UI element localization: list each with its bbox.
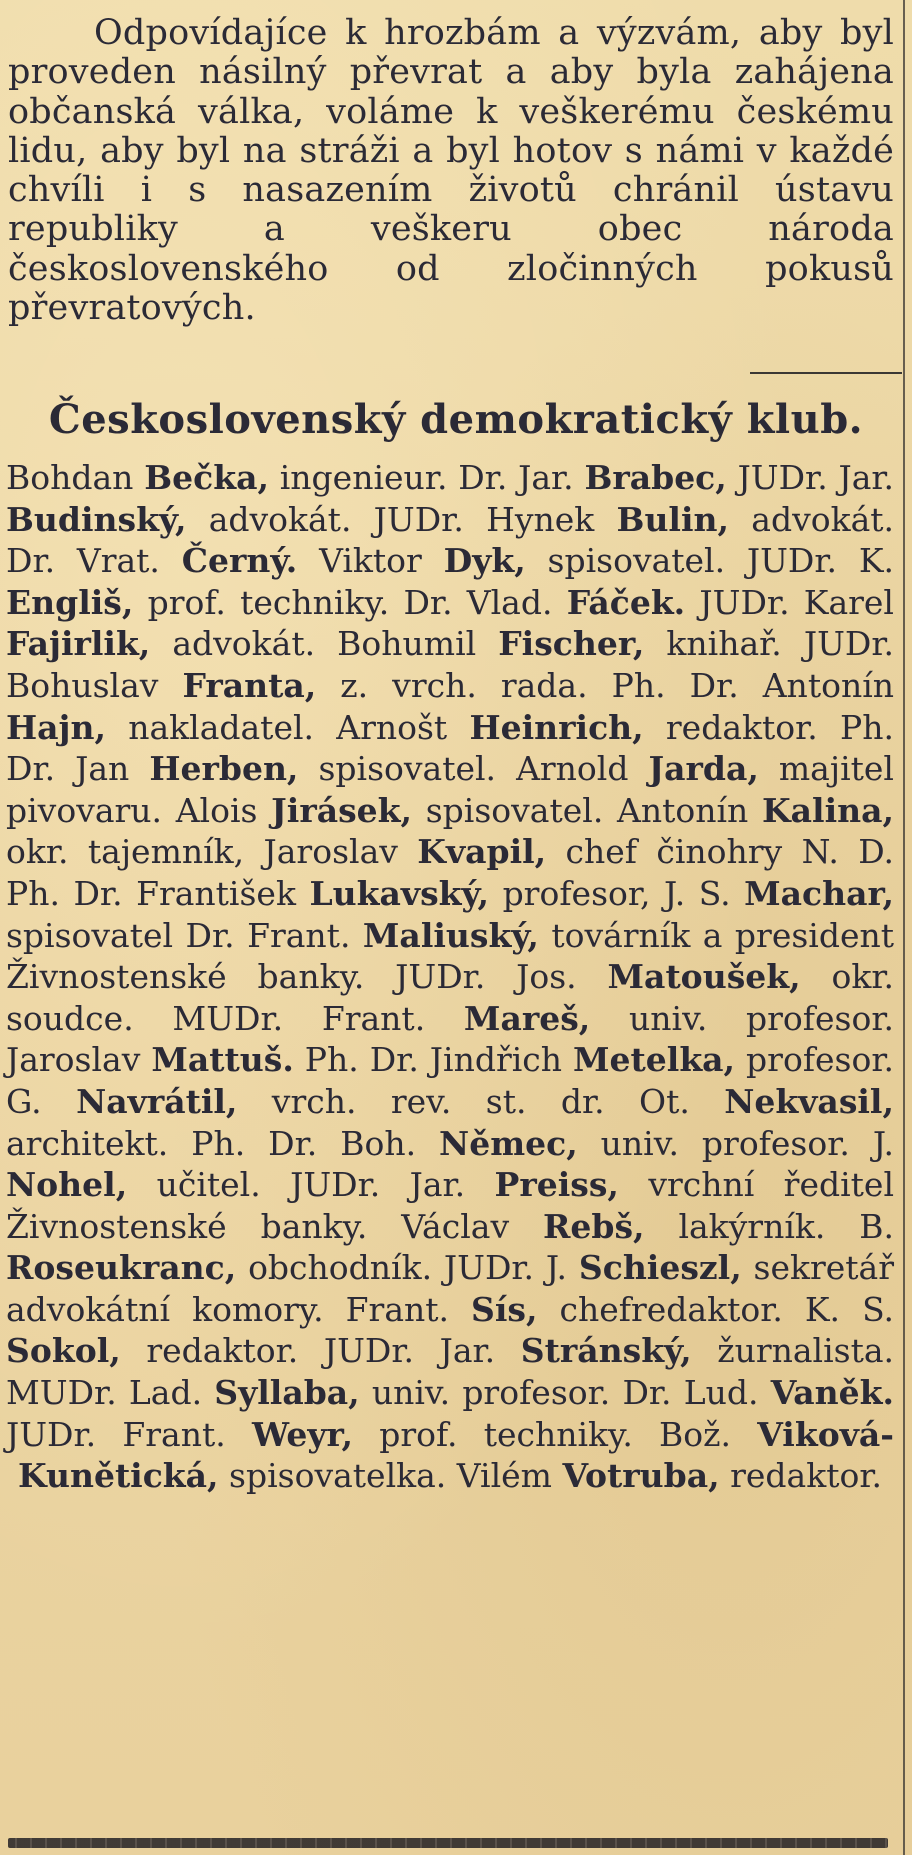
- signatory-description: ingenieur. Dr. Jar.: [279, 458, 574, 497]
- signatory-name: Dyk,: [443, 541, 526, 581]
- signatory-name: Fajirlik,: [6, 624, 151, 664]
- signatory-description: JUDr. Jar.: [737, 458, 895, 497]
- bottom-divider: [8, 1838, 888, 1848]
- signatory-name: Preiss,: [494, 1165, 619, 1205]
- signatory-prefix: Bohdan: [6, 458, 134, 497]
- signatory-description: učitel. JUDr. Jar.: [156, 1165, 466, 1205]
- signatory-name: Machar,: [744, 873, 894, 913]
- club-heading: Československý demokratický klub.: [48, 396, 864, 443]
- signatory-description: JUDr. Karel: [699, 582, 894, 622]
- signatory-description: spisovatelka. Vilém: [229, 1456, 552, 1496]
- signatory-name: Bečka,: [144, 458, 269, 497]
- signatory-name: Jarda,: [648, 749, 759, 789]
- signatory-description: redaktor. Ph. Dr. Jan: [6, 707, 894, 789]
- signatory-description: Ph. Dr. Jindřich: [304, 1040, 563, 1080]
- signatory-description: advokát. Bohumil: [172, 624, 477, 664]
- signatory-name: Schieszl,: [578, 1248, 742, 1288]
- signatory-description: továrník a president Živnostenské banky. JUDr. Jos.: [6, 915, 895, 997]
- signatory-description: univ. profesor. Jaroslav: [6, 998, 894, 1080]
- signatory-description: sekretář advokátní komory. Frant.: [6, 1248, 895, 1329]
- signatory-name: Sís,: [471, 1289, 538, 1329]
- signatory-name: Mattuš.: [151, 1040, 294, 1080]
- signatory-name: Kalina,: [761, 790, 894, 830]
- signatory-description: prof. techniky. Bož.: [379, 1414, 732, 1454]
- signatory-description: majitel pivovaru. Alois: [6, 749, 894, 830]
- signatory-description: spisovatel. JUDr. K.: [547, 541, 894, 581]
- signatory-description: prof. techniky. Dr. Vlad.: [147, 582, 553, 622]
- signatory-description: advokát. Dr. Vrat.: [6, 499, 894, 581]
- signatory-description: chefredaktor. K. S.: [559, 1289, 894, 1329]
- signatory-description: Viktor: [319, 541, 422, 581]
- signatory-description: JUDr. Frant.: [6, 1414, 226, 1454]
- signatory-name: Herben,: [149, 749, 299, 789]
- signatory-name: Fáček.: [566, 582, 686, 622]
- signatory-description: redaktor. JUDr. Jar.: [146, 1331, 496, 1371]
- signatory-description: univ. profesor. Dr. Lud.: [371, 1373, 759, 1413]
- signatory-description: profesor. G.: [6, 1040, 894, 1121]
- signatory-description: nakladatel. Arnošt: [128, 707, 448, 747]
- signatory-description: vrch. rev. st. dr. Ot.: [271, 1081, 690, 1121]
- signatory-name: Engliš,: [6, 582, 134, 622]
- signatory-name: Mareš,: [463, 998, 591, 1038]
- signatory-name: Černý.: [181, 541, 298, 581]
- signatory-name: Heinrich,: [469, 707, 644, 747]
- column-rule: [903, 0, 905, 1855]
- signatory-name: Maliuský,: [362, 915, 539, 955]
- signatory-description: žurnalista. MUDr. Lad.: [6, 1331, 895, 1413]
- signatory-name: Votruba,: [562, 1456, 720, 1496]
- signatory-name: Matoušek,: [607, 957, 801, 997]
- signatory-name: Nekvasil,: [724, 1081, 894, 1121]
- signatory-name: Sokol,: [6, 1331, 121, 1371]
- signatory-description: architekt. Ph. Dr. Boh.: [6, 1123, 417, 1163]
- signatory-name: Viková-Kunětická,: [18, 1414, 894, 1496]
- signatory-description: spisovatel. Antonín: [425, 790, 749, 830]
- signatory-description: redaktor.: [730, 1456, 882, 1496]
- signatory-name: Němec,: [439, 1123, 578, 1163]
- signatory-description: spisovatel. Arnold: [318, 749, 629, 789]
- signatory-name: Lukavský,: [309, 873, 490, 913]
- signatory-name: Budinský,: [6, 499, 187, 539]
- signatory-name: Vaněk.: [770, 1373, 894, 1413]
- signatory-name: Navrátil,: [76, 1081, 238, 1121]
- signatory-name: Franta,: [182, 665, 317, 705]
- signatory-name: Fischer,: [498, 624, 645, 664]
- signatory-name: Brabec,: [584, 458, 727, 497]
- paragraph-end-rule: [750, 372, 902, 374]
- signatory-name: Weyr,: [251, 1414, 353, 1454]
- signatory-name: Syllaba,: [214, 1373, 360, 1413]
- signatory-description: advokát. JUDr. Hynek: [208, 499, 595, 539]
- signatory-description: lakýrník. B.: [678, 1206, 894, 1246]
- appeal-paragraph: Odpovídajíce k hrozbám a výzvám, aby byl proveden násilný převrat a aby byla zahájena občanská válka, voláme k veškerému českému lidu, aby byl na stráži a byl hotov s námi v každé chvíli i s nasazením životů chránil ústavu republiky a veškeru obec národa československého od zločinných pokusů převratových.: [8, 13, 894, 329]
- signatory-description: univ. profesor. J.: [600, 1123, 894, 1163]
- signatory-name: Stránský,: [520, 1331, 692, 1371]
- signatory-name: Kvapil,: [417, 832, 547, 872]
- signatory-description: profesor, J. S.: [502, 873, 731, 913]
- signatory-description: okr. tajemník, Jaroslav: [6, 832, 398, 872]
- signatory-description: okr. soudce. MUDr. Frant.: [6, 957, 894, 1038]
- signatory-description: chef činohry N. D. Ph. Dr. František: [6, 832, 894, 913]
- signatory-name: Roseukranc,: [6, 1248, 237, 1288]
- signatory-name: Bulin,: [616, 499, 729, 539]
- signatory-description: spisovatel Dr. Frant.: [6, 915, 351, 955]
- signatories-list: [6, 457, 894, 1497]
- signatory-description: z. vrch. rada. Ph. Dr. Antonín: [340, 665, 895, 705]
- signatory-name: Nohel,: [6, 1165, 128, 1205]
- signatory-description: knihař. JUDr. Bohuslav: [6, 624, 894, 705]
- signatory-description: obchodník. JUDr. J.: [248, 1248, 568, 1288]
- signatory-name: Rebš,: [542, 1206, 645, 1246]
- signatory-description: vrchní ředitel Živnostenské banky. Václav: [6, 1165, 894, 1246]
- signatory-name: Hajn,: [6, 707, 106, 747]
- signatory-name: Jirásek,: [271, 790, 413, 830]
- signatory-name: Metelka,: [573, 1040, 736, 1080]
